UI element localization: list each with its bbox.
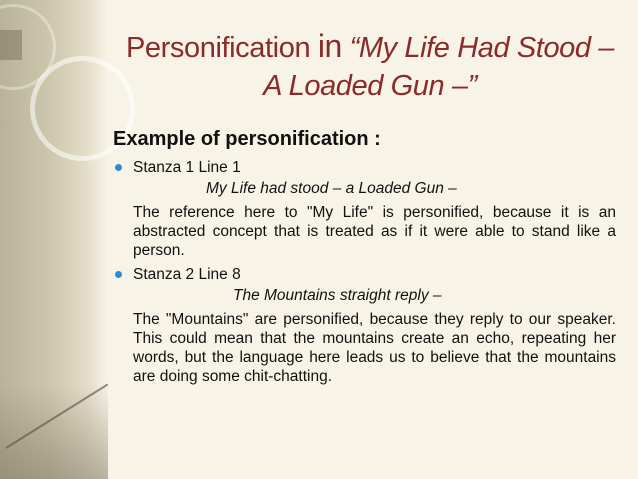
section-heading: Example of personification : [113, 128, 381, 150]
example-item [111, 265, 616, 386]
title-poem-part-1: “My Life Had Stood – [349, 32, 615, 64]
slide-content [111, 126, 616, 386]
bullet-item [111, 158, 616, 177]
example-quote: The Mountains straight reply – [233, 287, 442, 304]
example-explanation: The "Mountains" are personified, because they reply to our speaker. This could mean that the mountains create an echo, repeating her words, but the language here leads us to believe that the mountains are doing some chit-chatting. [133, 311, 616, 385]
example-item [111, 158, 616, 260]
decorative-side-strip [0, 0, 108, 479]
decorative-block [0, 30, 22, 60]
title-line-1 [100, 27, 638, 67]
example-label: Stanza 2 Line 8 [133, 266, 241, 283]
bullet-item [111, 265, 616, 284]
title-prefix: Personification [125, 32, 318, 64]
decorative-vintage-collage [0, 384, 108, 479]
example-quote: My Life had stood – a Loaded Gun – [206, 180, 457, 197]
example-explanation: The reference here to "My Life" is personified, because it is an abstracted concept that is treated as if it were able to stand like a person. [133, 204, 616, 259]
title-poem-part-2: A Loaded Gun –” [263, 70, 477, 102]
title-in: in [317, 28, 342, 64]
example-label: Stanza 1 Line 1 [133, 159, 241, 176]
slide-title [100, 27, 638, 105]
bullet-icon [115, 164, 122, 171]
bullet-icon [115, 271, 122, 278]
